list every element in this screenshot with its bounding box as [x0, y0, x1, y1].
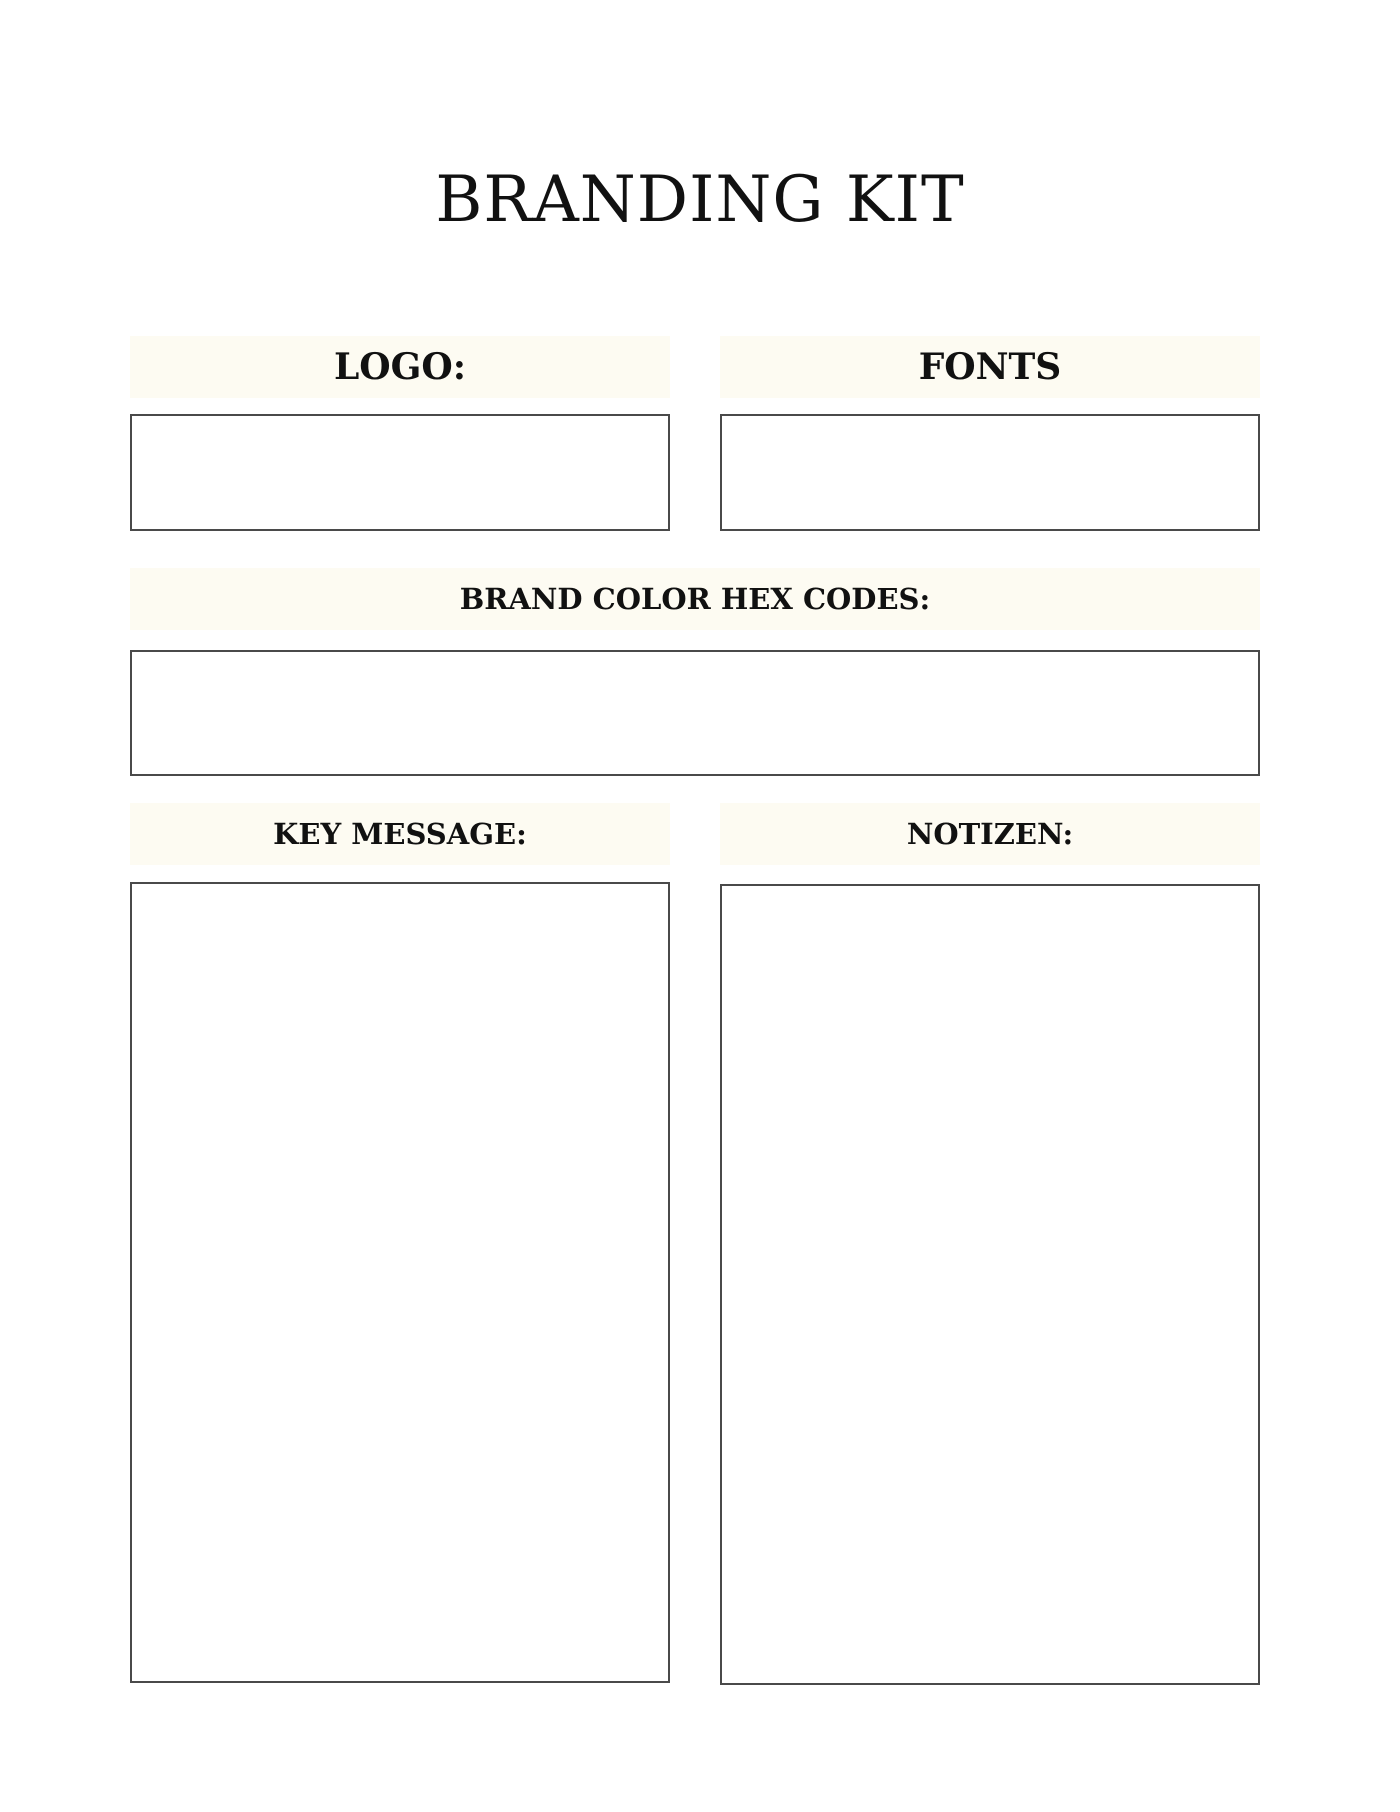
- logo-field[interactable]: [130, 414, 670, 531]
- fonts-field[interactable]: [720, 414, 1260, 531]
- fonts-label: FONTS: [720, 336, 1260, 398]
- brand-color-hex-codes-label: BRAND COLOR HEX CODES:: [130, 568, 1260, 630]
- notes-field[interactable]: [720, 884, 1260, 1685]
- key-message-label: KEY MESSAGE:: [130, 803, 670, 865]
- notes-label: NOTIZEN:: [720, 803, 1260, 865]
- logo-label: LOGO:: [130, 336, 670, 398]
- key-message-field[interactable]: [130, 882, 670, 1683]
- page-title: BRANDING KIT: [435, 163, 965, 237]
- brand-color-hex-codes-field[interactable]: [130, 650, 1260, 776]
